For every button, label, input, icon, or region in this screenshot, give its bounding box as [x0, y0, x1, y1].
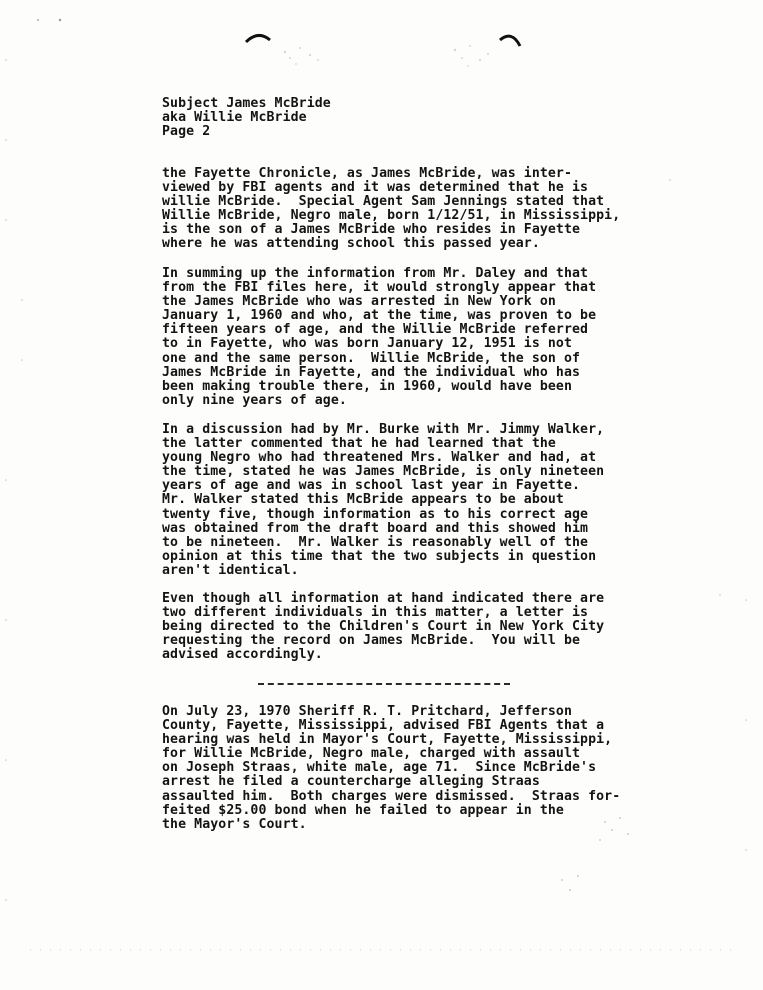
- paragraph-sheriff-report: On July 23, 1970 Sheriff R. T. Pritchard, Jefferson County, Fayette, Mississippi, advised FBI Agents that a hearing was held in Mayor's Court, Fayette, Mississippi, for Willie McBride, Negro male, charged with assault on Joseph Straas, white male, age 71. Since McBride's arrest he filed a countercharge alleging Straas assaulted him. Both charges were dismissed. Straas for- feited $25.00 bond when he failed to appear in the the Mayor's Court.: [162, 704, 621, 832]
- paragraph-summing-up: In summing up the information from Mr. Daley and that from the FBI files here, it would strongly appear that the James McBride who was arrested in New York on January 1, 1960 and who, at the time, was proven to be fifteen years of age, and the Willie McBride referred to in Fayette, who was born January 12, 1951 is not one and the same person. Willie McBride, the son of James McBride in Fayette, and the individual who has been making trouble there, in 1960, would have been only nine years of age.: [162, 266, 597, 408]
- punch-hole-mark-left: [246, 35, 270, 42]
- paragraph-conclusion: Even though all information at hand indicated there are two different individuals in this matter, a letter is being directed to the Children's Court in New York City requesting the record on James McBride. You will be advised accordingly.: [162, 591, 605, 663]
- paragraph-walker-discussion: In a discussion had by Mr. Burke with Mr. Jimmy Walker, the latter commented that he had learned that the young Negro who had threatened Mrs. Walker and had, at the time, stated he was James McBride, is only nineteen years of age and was in school last year in Fayette. Mr. Walker stated this McBride appears to be about twenty five, though information as to his correct age was obtained from the draft board and this showed him to be nineteen. Mr. Walker is reasonably well of the opinion at this time that the two subjects in question aren't identical.: [162, 422, 605, 578]
- header-aka-line: aka Willie McBride: [162, 110, 307, 126]
- header-subject-line: Subject James McBride: [162, 96, 331, 111]
- subject-header: [162, 97, 652, 139]
- punch-hole-mark-right: [500, 36, 520, 46]
- header-page-number: Page 2: [162, 124, 211, 140]
- section-divider: [258, 683, 510, 685]
- paragraph-fayette-chronicle: the Fayette Chronicle, as James McBride, was inter- viewed by FBI agents and it was determined that he is willie McBride. Special Agent Sam Jennings stated that Willie McBride, Negro male, born 1/12/51, in Mississippi, is the son of a James McBride who resides in Fayette where he was attending school this passed year.: [162, 166, 621, 252]
